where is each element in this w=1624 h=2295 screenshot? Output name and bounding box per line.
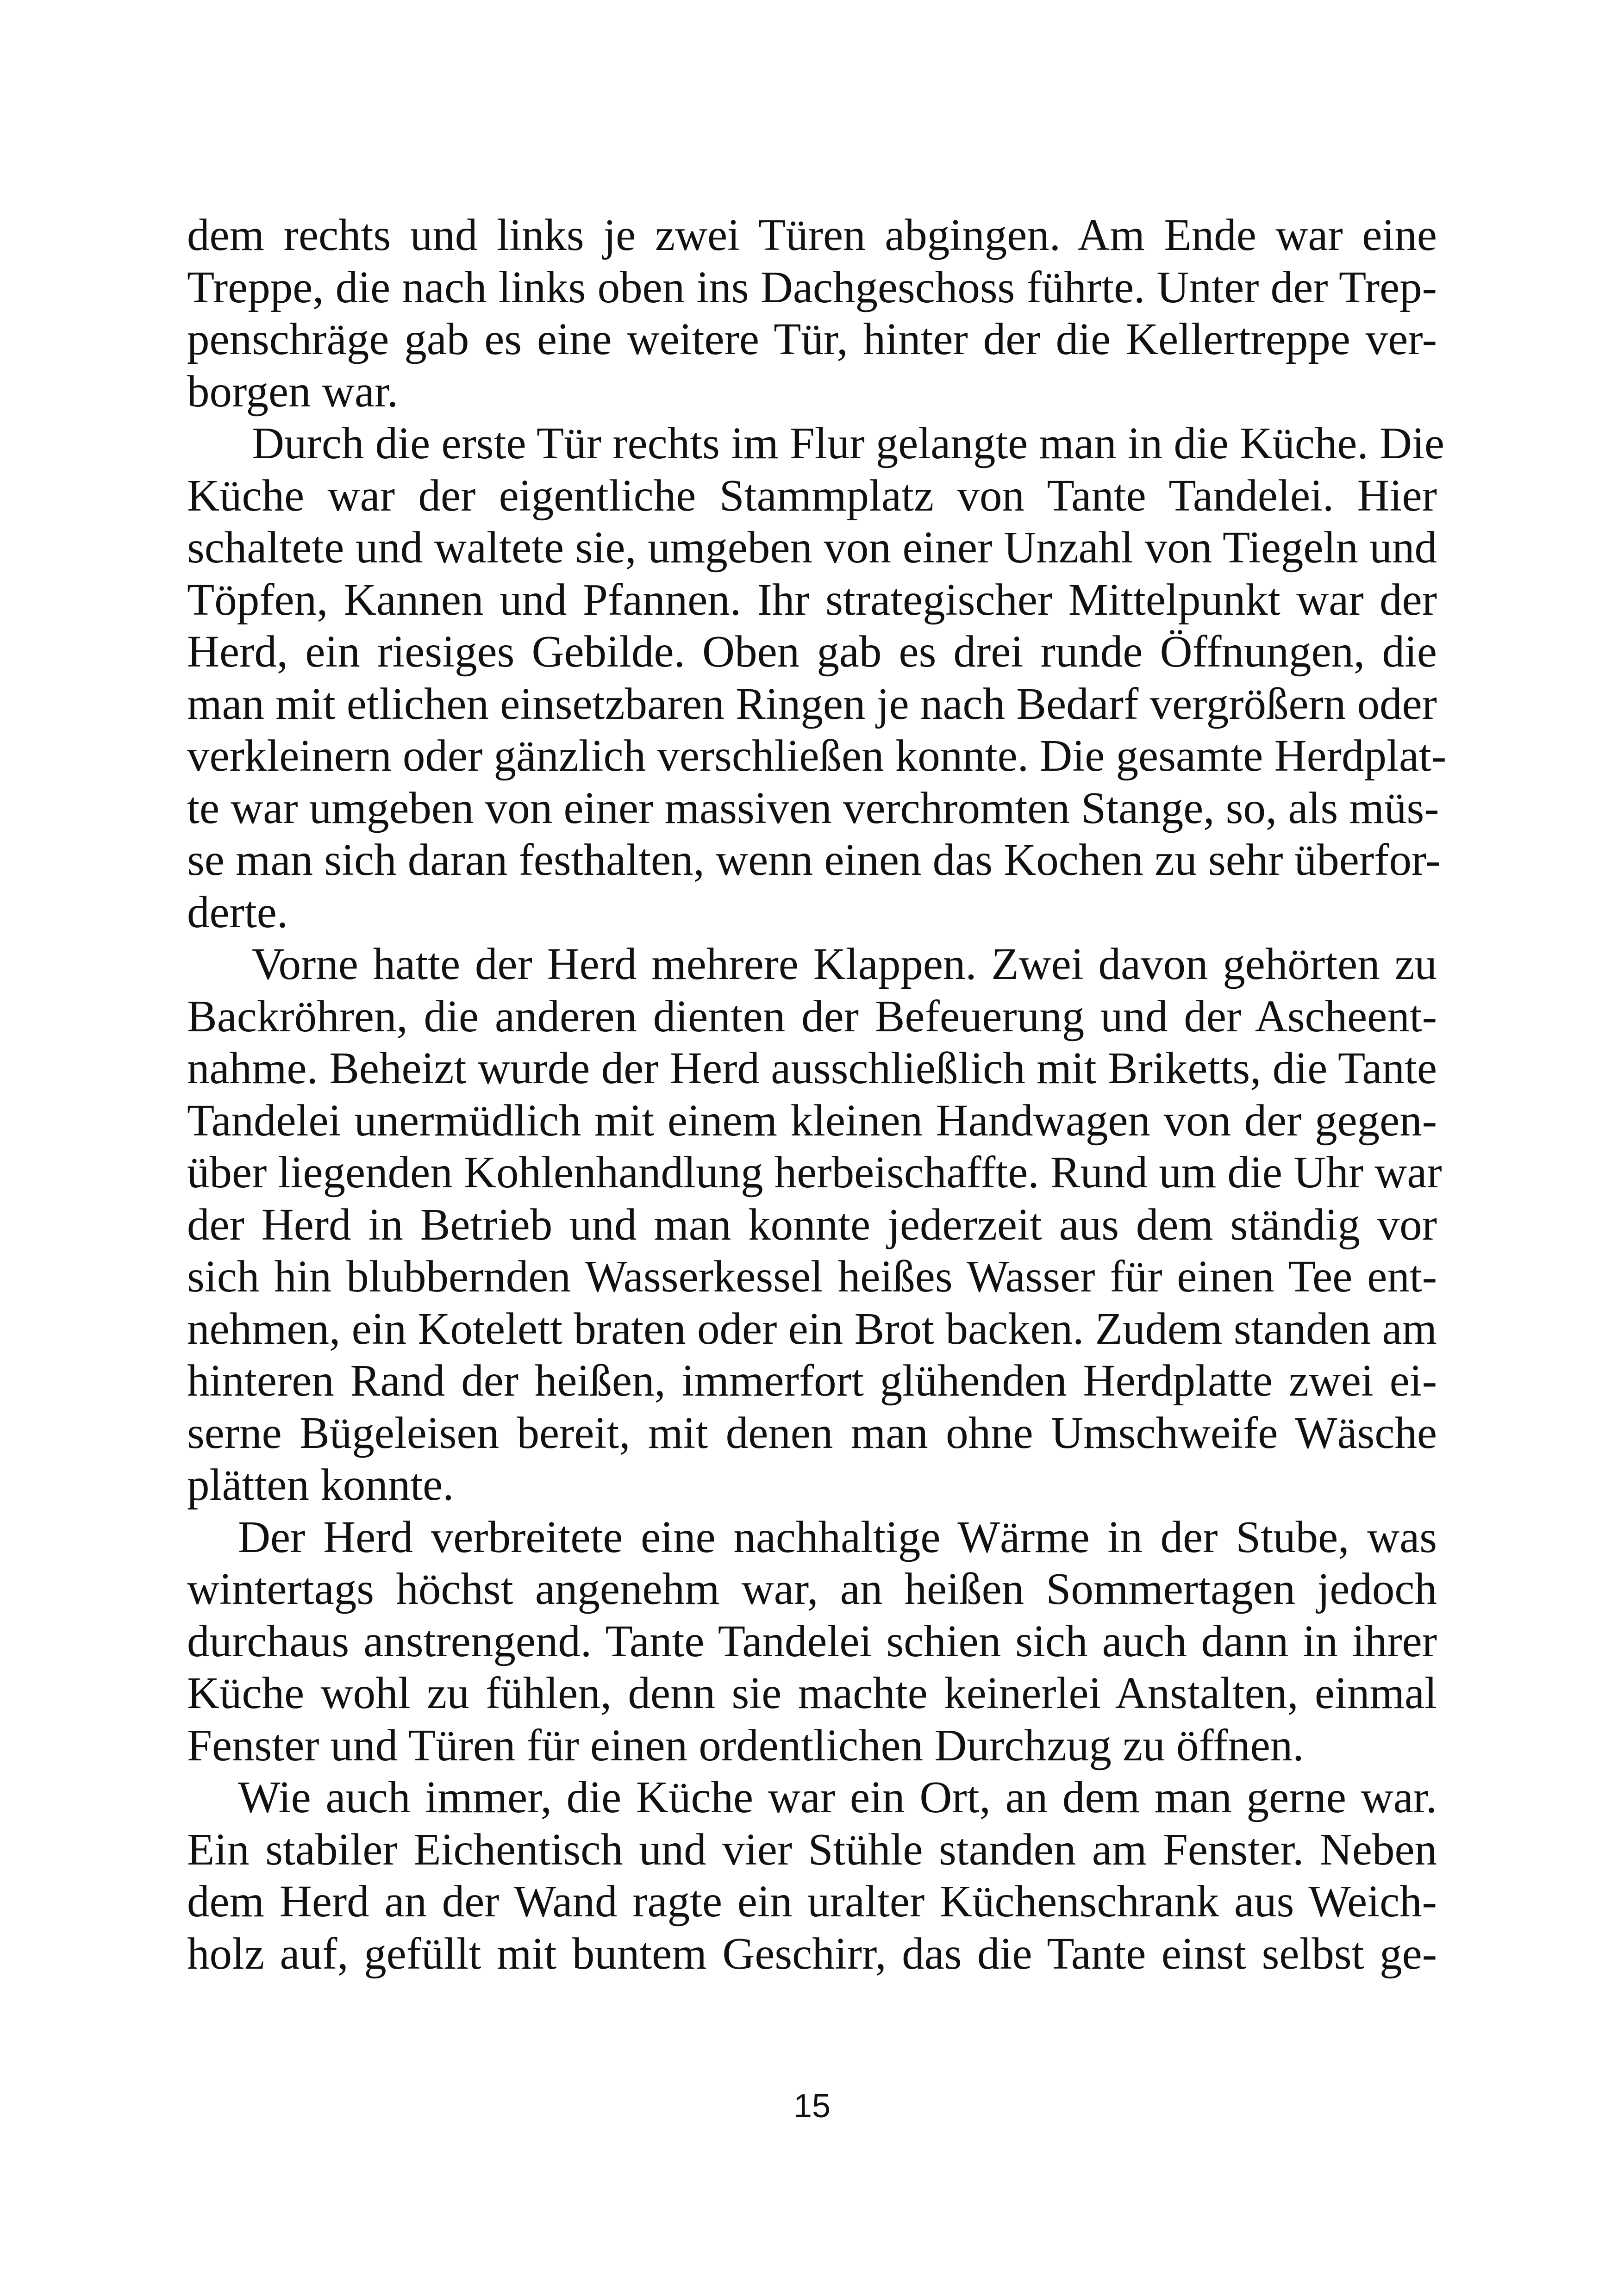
text-line: man mit etlichen einsetzbaren Ringen je nach Bedarf vergrößern oder <box>187 679 1437 729</box>
text-line: Herd, ein riesiges Gebilde. Oben gab es drei runde Öffnungen, die <box>187 627 1437 676</box>
text-line: Vorne hatte der Herd mehrere Klappen. Zwei davon gehörten zu <box>252 939 1437 989</box>
text-line: derte. <box>187 887 288 937</box>
text-line: te war umgeben von einer massiven verchromten Stange, so, als müs- <box>187 783 1439 833</box>
text-line: sich hin blubbernden Wasserkessel heißes Wasser für einen Tee ent- <box>187 1252 1437 1301</box>
text-line: durchaus anstrengend. Tante Tandelei schien sich auch dann in ihrer <box>187 1616 1437 1666</box>
text-line: Ein stabiler Eichentisch und vier Stühle standen am Fenster. Neben <box>187 1824 1437 1874</box>
text-line: Küche war der eigentliche Stammplatz von Tante Tandelei. Hier <box>187 470 1437 520</box>
text-line: der Herd in Betrieb und man konnte jederzeit aus dem ständig vor <box>187 1199 1437 1249</box>
text-line: serne Bügeleisen bereit, mit denen man ohne Umschweife Wäsche <box>187 1408 1437 1458</box>
text-line: Wie auch immer, die Küche war ein Ort, an dem man gerne war. <box>238 1772 1437 1822</box>
text-line: schaltete und waltete sie, umgeben von einer Unzahl von Tiegeln und <box>187 523 1437 572</box>
text-line: Küche wohl zu fühlen, denn sie machte keinerlei Anstalten, einmal <box>187 1668 1437 1718</box>
text-line: über liegenden Kohlenhandlung herbeischaffte. Rund um die Uhr war <box>187 1148 1442 1197</box>
text-line: dem Herd an der Wand ragte ein uralter Küchenschrank aus Weich- <box>187 1877 1437 1926</box>
text-line: hinteren Rand der heißen, immerfort glühenden Herdplatte zwei ei- <box>187 1356 1437 1405</box>
text-line: wintertags höchst angenehm war, an heißen Sommertagen jedoch <box>187 1564 1437 1614</box>
text-line: plätten konnte. <box>187 1460 454 1509</box>
text-line: Durch die erste Tür rechts im Flur gelangte man in die Küche. Die <box>252 418 1444 468</box>
text-line: se man sich daran festhalten, wenn einen das Kochen zu sehr überfor- <box>187 835 1441 885</box>
page-number: 15 <box>793 2088 831 2125</box>
text-line: dem rechts und links je zwei Türen abgingen. Am Ende war eine <box>187 210 1437 260</box>
text-line: Backröhren, die anderen dienten der Befeuerung und der Ascheent- <box>187 991 1437 1041</box>
text-line: verkleinern oder gänzlich verschließen konnte. Die gesamte Herdplat- <box>187 731 1447 780</box>
text-line: penschräge gab es eine weitere Tür, hinter der die Kellertreppe ver- <box>187 314 1437 364</box>
text-line: Töpfen, Kannen und Pfannen. Ihr strategischer Mittelpunkt war der <box>187 574 1437 624</box>
text-line: Treppe, die nach links oben ins Dachgeschoss führte. Unter der Trep- <box>187 262 1437 312</box>
text-line: nehmen, ein Kotelett braten oder ein Brot backen. Zudem standen am <box>187 1303 1437 1353</box>
text-line: Der Herd verbreitete eine nachhaltige Wärme in der Stube, was <box>238 1512 1437 1562</box>
body-text <box>187 209 1447 1980</box>
text-line: Fenster und Türen für einen ordentlichen Durchzug zu öffnen. <box>187 1720 1304 1770</box>
text-line: holz auf, gefüllt mit buntem Geschirr, das die Tante einst selbst ge- <box>187 1928 1437 1978</box>
text-line: borgen war. <box>187 366 399 416</box>
text-line: Tandelei unermüdlich mit einem kleinen Handwagen von der gegen- <box>187 1095 1437 1145</box>
text-line: nahme. Beheizt wurde der Herd ausschließlich mit Briketts, die Tante <box>187 1043 1437 1093</box>
